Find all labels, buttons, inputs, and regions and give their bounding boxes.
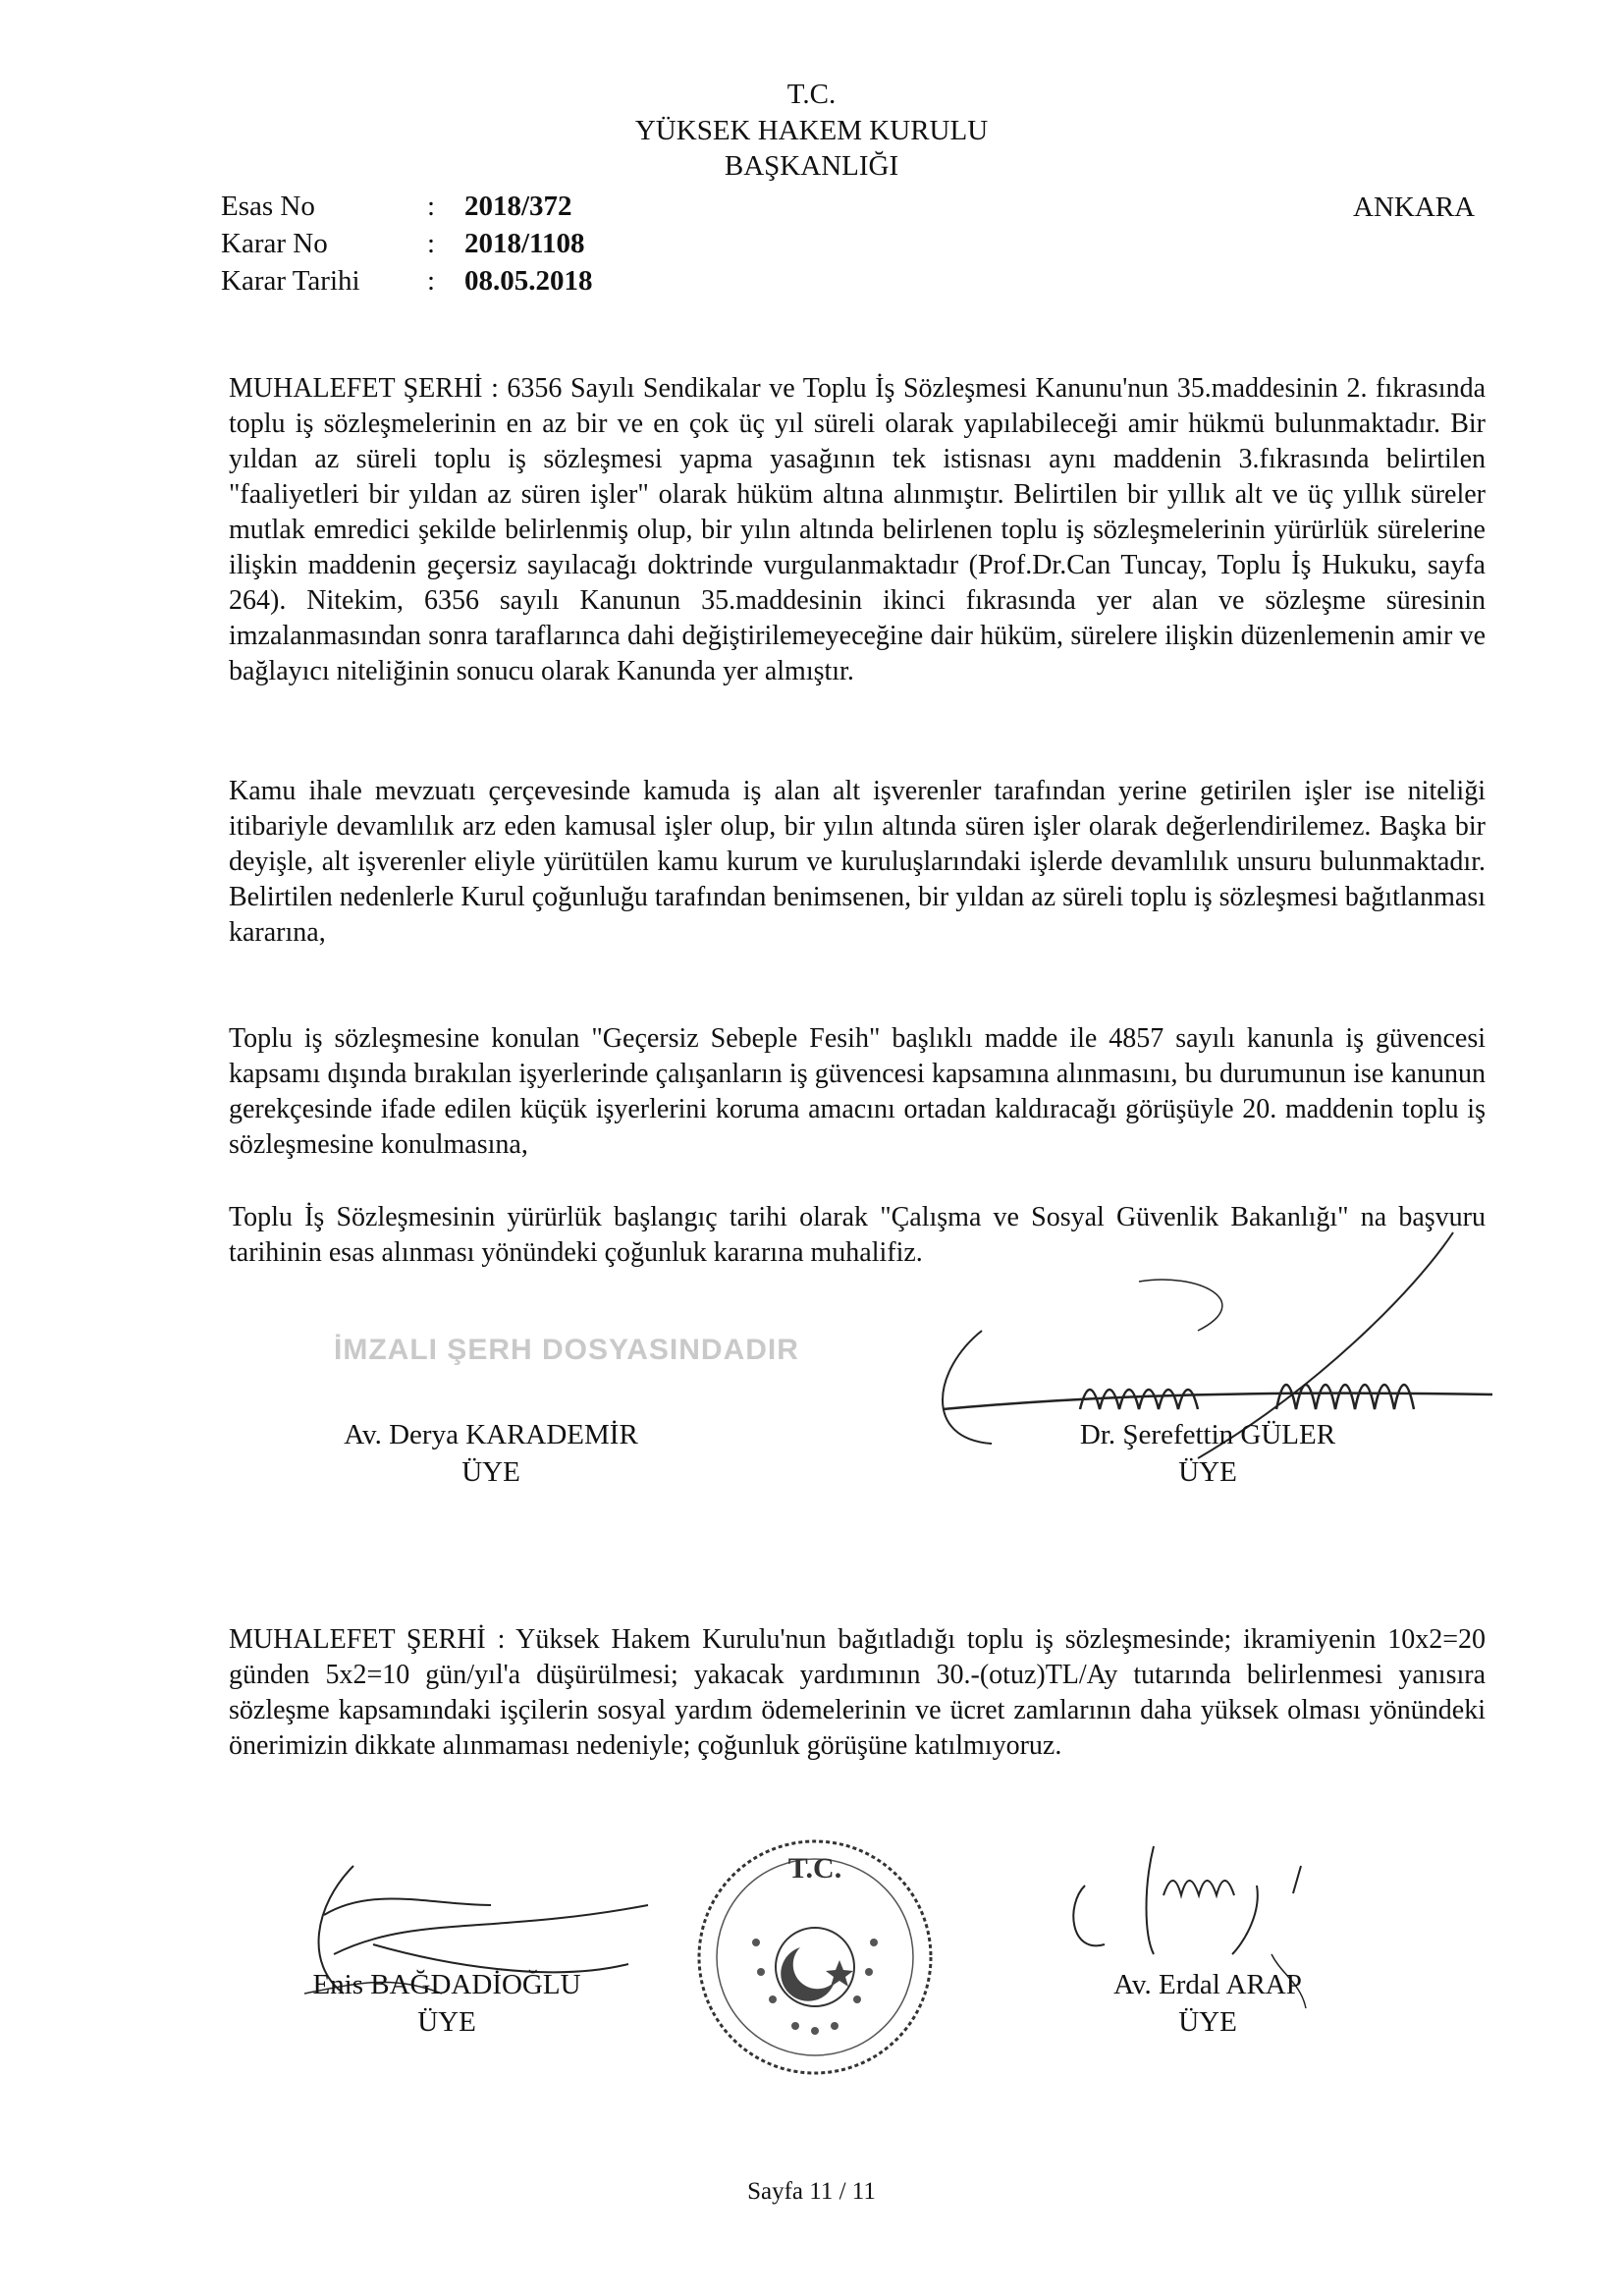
meta-label: Karar Tarihi (221, 265, 360, 297)
meta-row-esas (221, 190, 712, 224)
meta-value-karar: 2018/1108 (464, 228, 585, 259)
header-presidency: BAŞKANLIĞI (724, 150, 899, 182)
signer-guler (1001, 1416, 1414, 1491)
meta-value-esas: 2018/372 (464, 191, 572, 222)
signer-name: Dr. Şerefettin GÜLER (1079, 1419, 1336, 1450)
signer-name: Av. Derya KARADEMİR (344, 1419, 638, 1450)
case-meta (221, 190, 712, 307)
signer-role: ÜYE (1178, 2006, 1237, 2038)
dissent1-paragraph-4: Toplu İş Sözleşmesinin yürürlük başlangıç tarihi olarak "Çalışma ve Sosyal Güvenlik Bakanlığı" na başvuru tarihinin esas alınması yönündeki çoğunluk kararına muhalifiz. (229, 1202, 1486, 1268)
header-tc: T.C. (786, 79, 837, 110)
meta-value-tarih: 08.05.2018 (464, 265, 593, 297)
meta-label: Esas No (221, 191, 315, 222)
meta-colon: : (427, 265, 436, 297)
signed-copy-stamp: İMZALI ŞERH DOSYASINDADIR (334, 1334, 799, 1366)
signer-role: ÜYE (417, 2006, 476, 2038)
page-number: Sayfa 11 / 11 (747, 2178, 876, 2205)
header-institution: YÜKSEK HAKEM KURULU (634, 115, 989, 146)
dissent1-paragraph-2: Kamu ihale mevzuatı çerçevesinde kamuda iş alan alt işverenler tarafından yerine getirilen işler ise niteliği itibariyle devamlılık arz eden kamusal işler olup, bir yılın altında süren işler olarak değerlendirilemez. Başka bir deyişle, alt işverenler eliyle yürütülen kamu kurum ve kuruluşlarındaki işlerde devamlılık unsuru bulunmaktadır. Belirtilen nedenlerle Kurul çoğunluğu tarafından benimsenen, bir yıldan az süreli toplu iş sözleşmesi bağıtlanması kararına, (229, 776, 1486, 948)
signer-name: Enis BAĞDADİOĞLU (312, 1969, 581, 2000)
signer-name: Av. Erdal ARAP (1113, 1969, 1302, 2000)
header-city: ANKARA (1353, 191, 1476, 223)
dissent2-paragraph: MUHALEFET ŞERHİ : Yüksek Hakem Kurulu'nun bağıtladığı toplu iş sözleşmesinde; ikramiyenin 10x2=20 günden 5x2=10 gün/yıl'a düşürülmesi; yakacak yardımının 30.-(otuz)TL/Ay tutarında belirlenmesi yanısıra sözleşme kapsamındaki işçilerin sosyal yardım ödemelerinin ve ücret zamlarının daha yüksek olması yönündeki önerimizin dikkate alınmaması nedeniyle; çoğunluk görüşüne katılmıyoruz. (229, 1624, 1486, 1761)
meta-label: Karar No (221, 228, 328, 259)
signer-role: ÜYE (1178, 1456, 1237, 1488)
meta-colon: : (427, 228, 436, 259)
signer-role: ÜYE (461, 1456, 520, 1488)
dissent1-paragraph-3: Toplu iş sözleşmesine konulan "Geçersiz Sebeple Fesih" başlıklı madde ile 4857 sayılı kanunla iş güvencesi kapsamı dışında bırakılan işyerlerinde çalışanların iş güvencesi kapsamına alınmasını, bu durumunun ise kanunun gerekçesinde ifade edilen küçük işyerlerini koruma amacını ortadan kaldıracağı görüşüyle 20. maddenin toplu iş sözleşmesine konulmasına, (229, 1023, 1486, 1160)
dissent1-paragraph-1: MUHALEFET ŞERHİ : 6356 Sayılı Sendikalar ve Toplu İş Sözleşmesi Kanunu'nun 35.maddesinin 2. fıkrasında toplu iş sözleşmelerinin en az bir ve en çok üç yıl süreli olarak yapılabileceği amir hükmü bulunmaktadır. Bir yıldan az süreli toplu iş sözleşmesi yapma yasağının tek istisnası aynı maddenin 3.fıkrasında belirtilen "faaliyetleri bir yıldan az süren işler" olarak hüküm altına alınmıştır. Belirtilen bir yıllık alt ve üç yıllık süreler mutlak emredici şekilde belirlenmiş olup, bir yılın altında belirlenen toplu iş sözleşmelerinin yürürlük sürelerine ilişkin maddenin geçersiz sayılacağı doktrinde vurgulanmaktadır (Prof.Dr.Can Tuncay, Toplu İş Hukuku, sayfa 264). Nitekim, 6356 sayılı Kanunun 35.maddesinin ikinci fıkrasında yer alan ve sözleşme süresinin imzalanmasından sonra taraflarınca dahi değiştirilemeyeceğine dair hüküm, sürelere ilişkin düzenlemenin amir ve bağlayıcı niteliğinin sonucu olarak Kanunda yer almıştır. (229, 373, 1486, 686)
meta-colon: : (427, 191, 436, 222)
seal-text: T.C. (787, 1852, 842, 1885)
meta-row-karar (221, 227, 712, 261)
signer-arap (1001, 1966, 1414, 2041)
signer-karademir (285, 1416, 697, 1491)
signer-bagdadioglu (241, 1966, 653, 2041)
meta-row-tarih (221, 264, 712, 299)
